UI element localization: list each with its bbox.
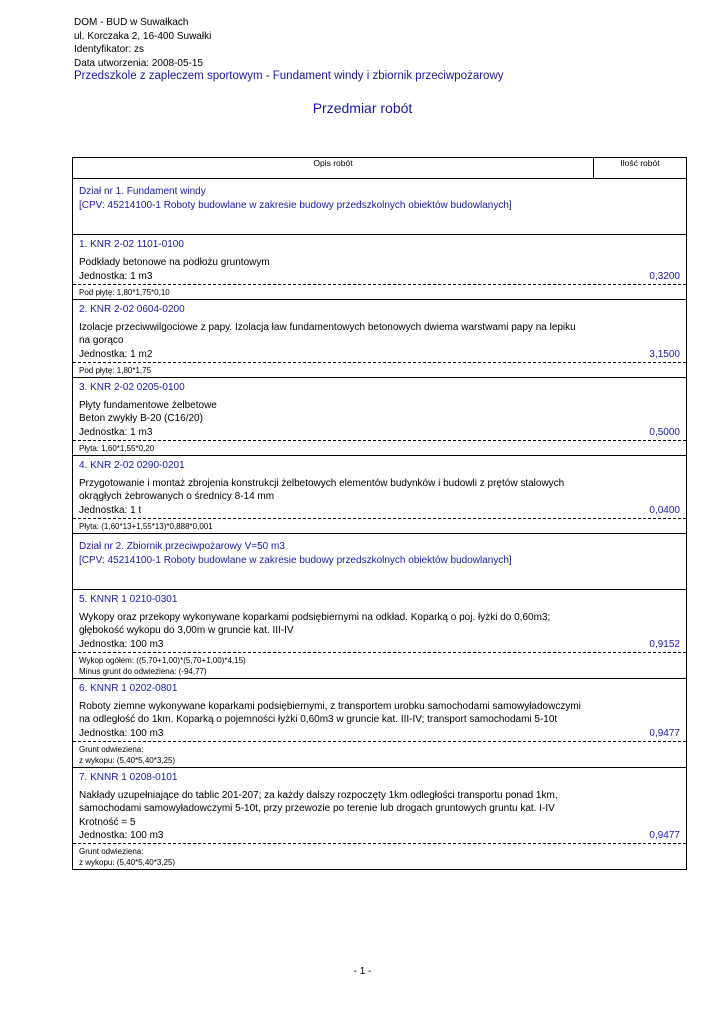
- unit-label: Jednostka: 1 t: [79, 504, 142, 516]
- position-description: Roboty ziemne wykonywane koparkami podsiębiernymi, z transportem urobku samochodami samowyładowczymi na odległość do 1km. Koparką o pojemności łyżki 0,60m3 w gruncie kat. III-IV; transport samochodami 5-10t: [79, 700, 581, 725]
- position-code: 2. KNR 2-02 0604-0200: [79, 303, 185, 315]
- position-row: [73, 678, 687, 767]
- position-unit-line: [73, 348, 686, 362]
- calculation-notes: [73, 362, 686, 377]
- unit-label: Jednostka: 1 m3: [79, 426, 153, 438]
- position-unit-line: [73, 638, 686, 652]
- calculation-notes: [73, 440, 686, 455]
- section-title: Dział nr 2. Zbiornik przeciwpożarowy V=50 m3: [79, 540, 285, 552]
- calculation-notes: [73, 741, 686, 767]
- position-unit-line: [73, 727, 686, 741]
- calculation-notes: [73, 652, 686, 678]
- position-description: Wykopy oraz przekopy wykonywane koparkami podsiębiernymi na odkład. Koparką o poj. łyżki do 0,60m3; głębokość wykopu do 3,00m w gruncie kat. III-IV: [79, 611, 551, 636]
- quantity-value: 0,3200: [649, 270, 680, 282]
- position-cell: [73, 299, 687, 377]
- position-cell: [73, 455, 687, 533]
- calculation-line: Pod płytę: 1,80*1,75*0,10: [79, 287, 170, 297]
- calculation-line: z wykopu: (5,40*5,40*3,25): [79, 755, 176, 765]
- works-table: [72, 157, 687, 870]
- quantity-value: 0,5000: [649, 426, 680, 438]
- position-description: Nakłady uzupełniające do tablic 201-207; za każdy dalszy rozpoczęty 1km odległości transportu ponad 1km, samochodami samowyładowczymi 5-10t, przy przewozie po terenie lub drogach gruntowych gruntu kat. I-IV Krotność = 5: [79, 789, 558, 828]
- position-code: 4. KNR 2-02 0290-0201: [79, 459, 185, 471]
- position-code: 6. KNNR 1 0202-0801: [79, 682, 178, 694]
- position-code: 5. KNNR 1 0210-0301: [79, 593, 178, 605]
- table-header-row: [73, 158, 687, 179]
- unit-label: Jednostka: 1 m2: [79, 348, 153, 360]
- position-row: [73, 589, 687, 678]
- calculation-notes: [73, 284, 686, 299]
- section-heading: [73, 534, 686, 568]
- position-row: [73, 455, 687, 533]
- column-header-description: Opis robót: [73, 158, 594, 179]
- quantity-value: 0,9477: [649, 727, 680, 739]
- section-heading: [73, 179, 686, 213]
- position-row: [73, 235, 687, 300]
- position-cell: [73, 589, 687, 678]
- company-name: DOM - BUD w Suwałkach: [74, 17, 189, 28]
- calculation-line: Płyta: 1,60*1,55*0,20: [79, 443, 155, 453]
- unit-label: Jednostka: 100 m3: [79, 830, 164, 841]
- column-header-quantity: Ilość robót: [594, 158, 687, 179]
- document-header: [74, 16, 504, 84]
- position-description: Przygotowanie i montaż zbrojenia konstrukcji żelbetowych elementów budynków i budowli z prętów stalowych okrągłych żebrowanych o średnicy 8-14 mm: [79, 477, 565, 502]
- section-title: Dział nr 1. Fundament windy: [79, 186, 206, 197]
- project-name: Przedszkole z zapleczem sportowym - Fundament windy i zbiornik przeciwpożarowy: [74, 70, 504, 82]
- position-cell: [73, 235, 687, 300]
- position-description: Płyty fundamentowe żelbetowe Beton zwykły B-20 (C16/20): [79, 399, 217, 424]
- section-cpv: [CPV: 45214100-1 Roboty budowlane w zakresie budowy przedszkolnych obiektów budowlanych]: [79, 554, 512, 566]
- position-code: 3. KNR 2-02 0205-0100: [79, 381, 185, 393]
- page-title: Przedmiar robót: [312, 100, 413, 116]
- section-row: [73, 179, 687, 235]
- section-cell: [73, 179, 687, 235]
- position-row: [73, 377, 687, 455]
- position-code: 1. KNR 2-02 1101-0100: [79, 239, 184, 250]
- calculation-line: Płyta: (1,60*13+1,55*13)*0,888*0,001: [79, 521, 213, 531]
- calculation-notes: [73, 843, 686, 869]
- position-row: [73, 767, 687, 870]
- calculation-line: Minus grunt do odwieziena: (-94,77): [79, 666, 207, 676]
- position-cell: [73, 678, 687, 767]
- page-number: - 1 -: [353, 966, 372, 977]
- company-address: ul. Korczaka 2, 16-400 Suwałki: [74, 30, 212, 42]
- quantity-value: 0,0400: [649, 504, 680, 516]
- calculation-line: Wykop ogółem: ((5,70+1,00)*(5,70+1,00)*4,15): [79, 655, 246, 665]
- position-code: 7. KNNR 1 0208-0101: [79, 771, 178, 783]
- position-cell: [73, 377, 687, 455]
- position-description: Podkłady betonowe na podłożu gruntowym: [79, 257, 270, 268]
- calculation-line: z wykopu: (5,40*5,40*3,25): [79, 858, 176, 867]
- calculation-line: Pod płytę: 1,80*1,75: [79, 365, 152, 375]
- section-row: [73, 533, 687, 589]
- quantity-value: 0,9477: [649, 830, 680, 841]
- unit-label: Jednostka: 100 m3: [79, 727, 164, 739]
- quantity-value: 3,1500: [649, 348, 680, 360]
- position-unit-line: [73, 504, 686, 518]
- quantity-value: 0,9152: [649, 638, 680, 650]
- position-cell: [73, 767, 687, 870]
- position-description: Izolacje przeciwwilgociowe z papy. Izolacja ław fundamentowych betonowych dwiema warstwami papy na lepiku na gorąco: [79, 321, 576, 346]
- section-cpv: [CPV: 45214100-1 Roboty budowlane w zakresie budowy przedszkolnych obiektów budowlanych]: [79, 200, 512, 211]
- calculation-line: Grunt odwieziena:: [79, 847, 144, 856]
- calculation-notes: [73, 518, 686, 533]
- creation-date: Data utworzenia: 2008-05-15: [74, 57, 203, 69]
- calculation-line: Grunt odwieziena:: [79, 744, 144, 754]
- position-unit-line: [73, 270, 686, 284]
- identifier: Identyfikator: zs: [74, 44, 145, 55]
- section-cell: [73, 533, 687, 589]
- unit-label: Jednostka: 100 m3: [79, 638, 164, 650]
- position-unit-line: [73, 829, 686, 843]
- unit-label: Jednostka: 1 m3: [79, 270, 153, 282]
- position-row: [73, 299, 687, 377]
- position-unit-line: [73, 426, 686, 440]
